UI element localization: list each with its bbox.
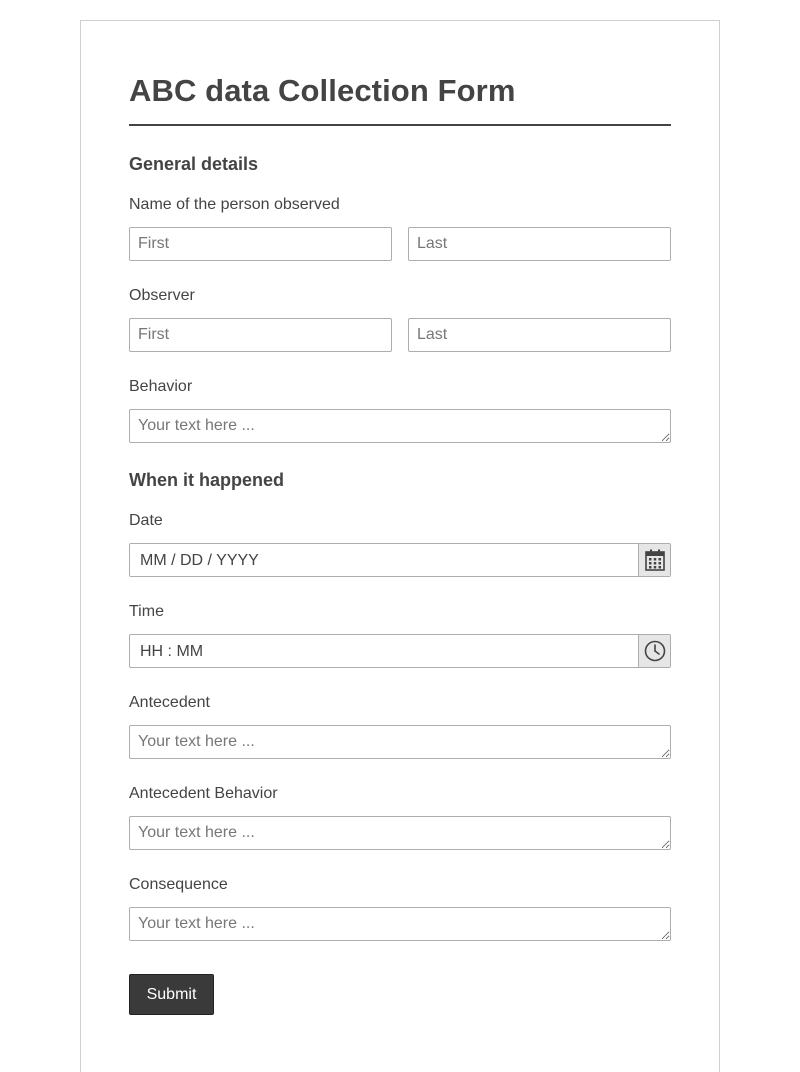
- consequence-textarea[interactable]: [129, 907, 671, 941]
- antecedent-behavior-textarea[interactable]: [129, 816, 671, 850]
- person-first-name-input[interactable]: [129, 227, 392, 261]
- clock-icon[interactable]: [638, 635, 670, 667]
- time-label: Time: [129, 603, 164, 620]
- title-divider: [129, 124, 671, 126]
- page-title: ABC data Collection Form: [129, 73, 516, 108]
- calendar-icon[interactable]: [638, 544, 670, 576]
- observer-last-name-input[interactable]: [408, 318, 671, 352]
- date-placeholder: MM / DD / YYYY: [140, 552, 259, 569]
- section-heading-when: When it happened: [129, 470, 284, 490]
- consequence-label: Consequence: [129, 876, 228, 893]
- form-card: [80, 20, 720, 1072]
- section-heading-general: General details: [129, 154, 259, 174]
- observer-label: Observer: [129, 287, 195, 304]
- date-label: Date: [129, 512, 163, 529]
- antecedent-behavior-label: Antecedent Behavior: [129, 785, 278, 802]
- person-observed-label: Name of the person observed: [129, 196, 340, 213]
- behavior-textarea[interactable]: [129, 409, 671, 443]
- antecedent-label: Antecedent: [129, 694, 210, 711]
- observer-first-name-input[interactable]: [129, 318, 392, 352]
- time-picker[interactable]: [129, 634, 671, 668]
- date-picker[interactable]: [129, 543, 671, 577]
- antecedent-textarea[interactable]: [129, 725, 671, 759]
- time-placeholder: HH : MM: [140, 643, 204, 660]
- behavior-label: Behavior: [129, 378, 193, 395]
- person-last-name-input[interactable]: [408, 227, 671, 261]
- submit-button[interactable]: Submit: [129, 974, 214, 1015]
